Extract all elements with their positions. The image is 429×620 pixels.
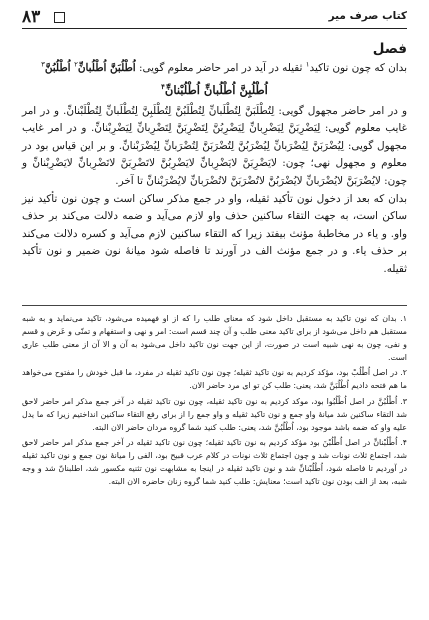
footnote-ref-4: ۴	[161, 81, 165, 91]
footnote-ref-1: ۱	[305, 60, 310, 69]
example-line	[22, 81, 407, 99]
main-text	[22, 40, 407, 279]
footnote-ref-2: ۲	[74, 60, 78, 69]
footnote-ref-3: ۳	[41, 60, 45, 69]
intro-rest: ثقیله در آید در امر حاضر معلوم گویی:	[135, 62, 306, 74]
example-words: اُطْلُبِنَّ اُطْلُبانِّ اُطْلُبْنانِّ	[164, 82, 268, 97]
page-number: ۸۳	[22, 7, 41, 27]
footnote-item: ۳. اُطْلُبُنَّ در اصل اُطْلُبُوا بود، موکد کردیم به نون تاکید ثقیله، چون نون تاکید ثقیله در آخر جمع مذکر امر حاضر لاحق شد التقاء ساکنین شد میانهٔ واو جمع و نون تاکید ثقیله و واو جمع را از برای رفع التقاء ساکنین انداختیم زیرا که ما یدل علیه واو که ضمه باشد موجود بود، اُطْلُبُنَّ شد، یعنی: طلب کنید شما گروه مردان حاضر الان البته.	[22, 396, 407, 432]
intro-paragraph	[22, 60, 407, 78]
section-heading: فصل	[372, 41, 407, 57]
explanation-paragraph: بدان که بعد از دخول نون تأکید ثقیله، واو در جمع مذکر ساکن است و چون نون تأکید نیز ساکن است، به جهت التقاء ساکنین حذف واو لازم می‌آید و ضمه دلالت می‌کند بر حذف واو. و یاء در مخاطبهٔ مؤنث بیفتد زیرا که التقاء ساکنین لازم می‌آید و کسره دلالت می‌کند بر حذف یاء. و در جمع مؤنث الف در آورند تا فاصله شود میانهٔ نون ضمیر و نون تأکید ثقیله.	[22, 192, 407, 275]
intro-text: بدان که چون نون تاکید	[309, 62, 407, 74]
header-square-ornament	[54, 12, 65, 23]
conjugation-paragraph: و در امر حاضر مجهول گویی: لِتُطْلَبَنَّ لِتُطْلَبانِّ لِتُطْلَبُنَّ لِتُطْلَبِنَّ لِتُطْلَبانِّ لِتُطْلَبْنانِّ. و در امر غایب معلوم گویی: لِیَضْرِبَنَّ لِیَضْرِبانِّ لِیَضْرِبُنَّ لِتَضْرِبَنَّ لِتَضْرِبانِّ لِیَضْرِبْنانِّ. و در امر غایب مجهول گویی: لِیُضْرَبَنَّ لِیُضْرَبانِّ لِیُضْرَبُنَّ لِتُضْرَبَنَّ لِتُضْرَبانِّ لِیُضْرَبْنانِّ. و بر این قیاس بود در معلوم و مجهول نهی؛ چون: لایَضْرِبَنَّ لایَضْرِبانِّ لایَضْرِبُنَّ لاتَضْرِبَنَّ لاتَضْرِبانِّ لایَضْرِبْنانِّ و چون: لایُضْرَبَنَّ لایُضْرَبانِّ لایُضْرَبُنَّ لاتُضْرَبَنَّ لاتُضْرَبانِّ لایُضْرَبْنانِّ تا آخر.	[22, 104, 407, 187]
running-head: کتاب صرف میر	[328, 10, 407, 22]
footnote-item: ۱. بدان که نون تاکید به مستقبل داخل شود که معنای طلب را که از او فهمیده می‌شود، تاکید می‌نماید و به شبه مستقبل هم داخل می‌شود از برای تاکید معنی طلب و آن چند قسم است: امر و نهی و استفهام و تمنّی و عَرض و قسم و نفی، چون به نهی شبیه است در صورت، از این جهت نون تاکید داخل می‌شود به آن و الا آن از معنی طلب عاری است.	[22, 314, 407, 363]
page-header	[22, 8, 407, 29]
footnotes	[22, 312, 407, 490]
intro-examples-2: اُطْلُبُنَّ	[44, 62, 75, 74]
intro-examples: اُطْلُبَنَّ اُطْلُبانِّ	[77, 62, 136, 74]
footnote-item: ۴. اُطْلُبْنانِّ در اصل اُطْلُبْنَ بود مؤکد کردیم به نون تاکید ثقیله؛ چون نون تاکید ثقیله در آخر جمع مذکر امر حاضر لاحق شد، اجتماع ثلاث نونات شد و چون اجتماع ثلاث نونات در کلام عرب قبیح بود، الفی را میانهٔ نون جمع و نون تاکید ثقیله در آوردیم تا فاصله شود، اُطْلُبْنانِّ شد و نون تاکید ثقیله در اینجا به مشابهت نون تثنیه مکسور شد، اطلبنانّ شد و وجه شبه، بعد از الف بودن نون تاکید است؛ معنایش: طلب کنید شما گروه زنان حاضره الان البته.	[22, 437, 407, 487]
footnote-divider	[22, 305, 407, 306]
footnote-item: ۲. در اصل اُطْلُبْ بود، مؤکد کردیم به نون تاکید ثقیله؛ چون نون تاکید ثقیله در مفرد، ما قبل خودش را مفتوح می‌خواهد ما هم فتحه دادیم اُطْلُبَنَّ شد، یعنی: طلب کن تو ای مرد حاضر الان.	[22, 368, 407, 391]
